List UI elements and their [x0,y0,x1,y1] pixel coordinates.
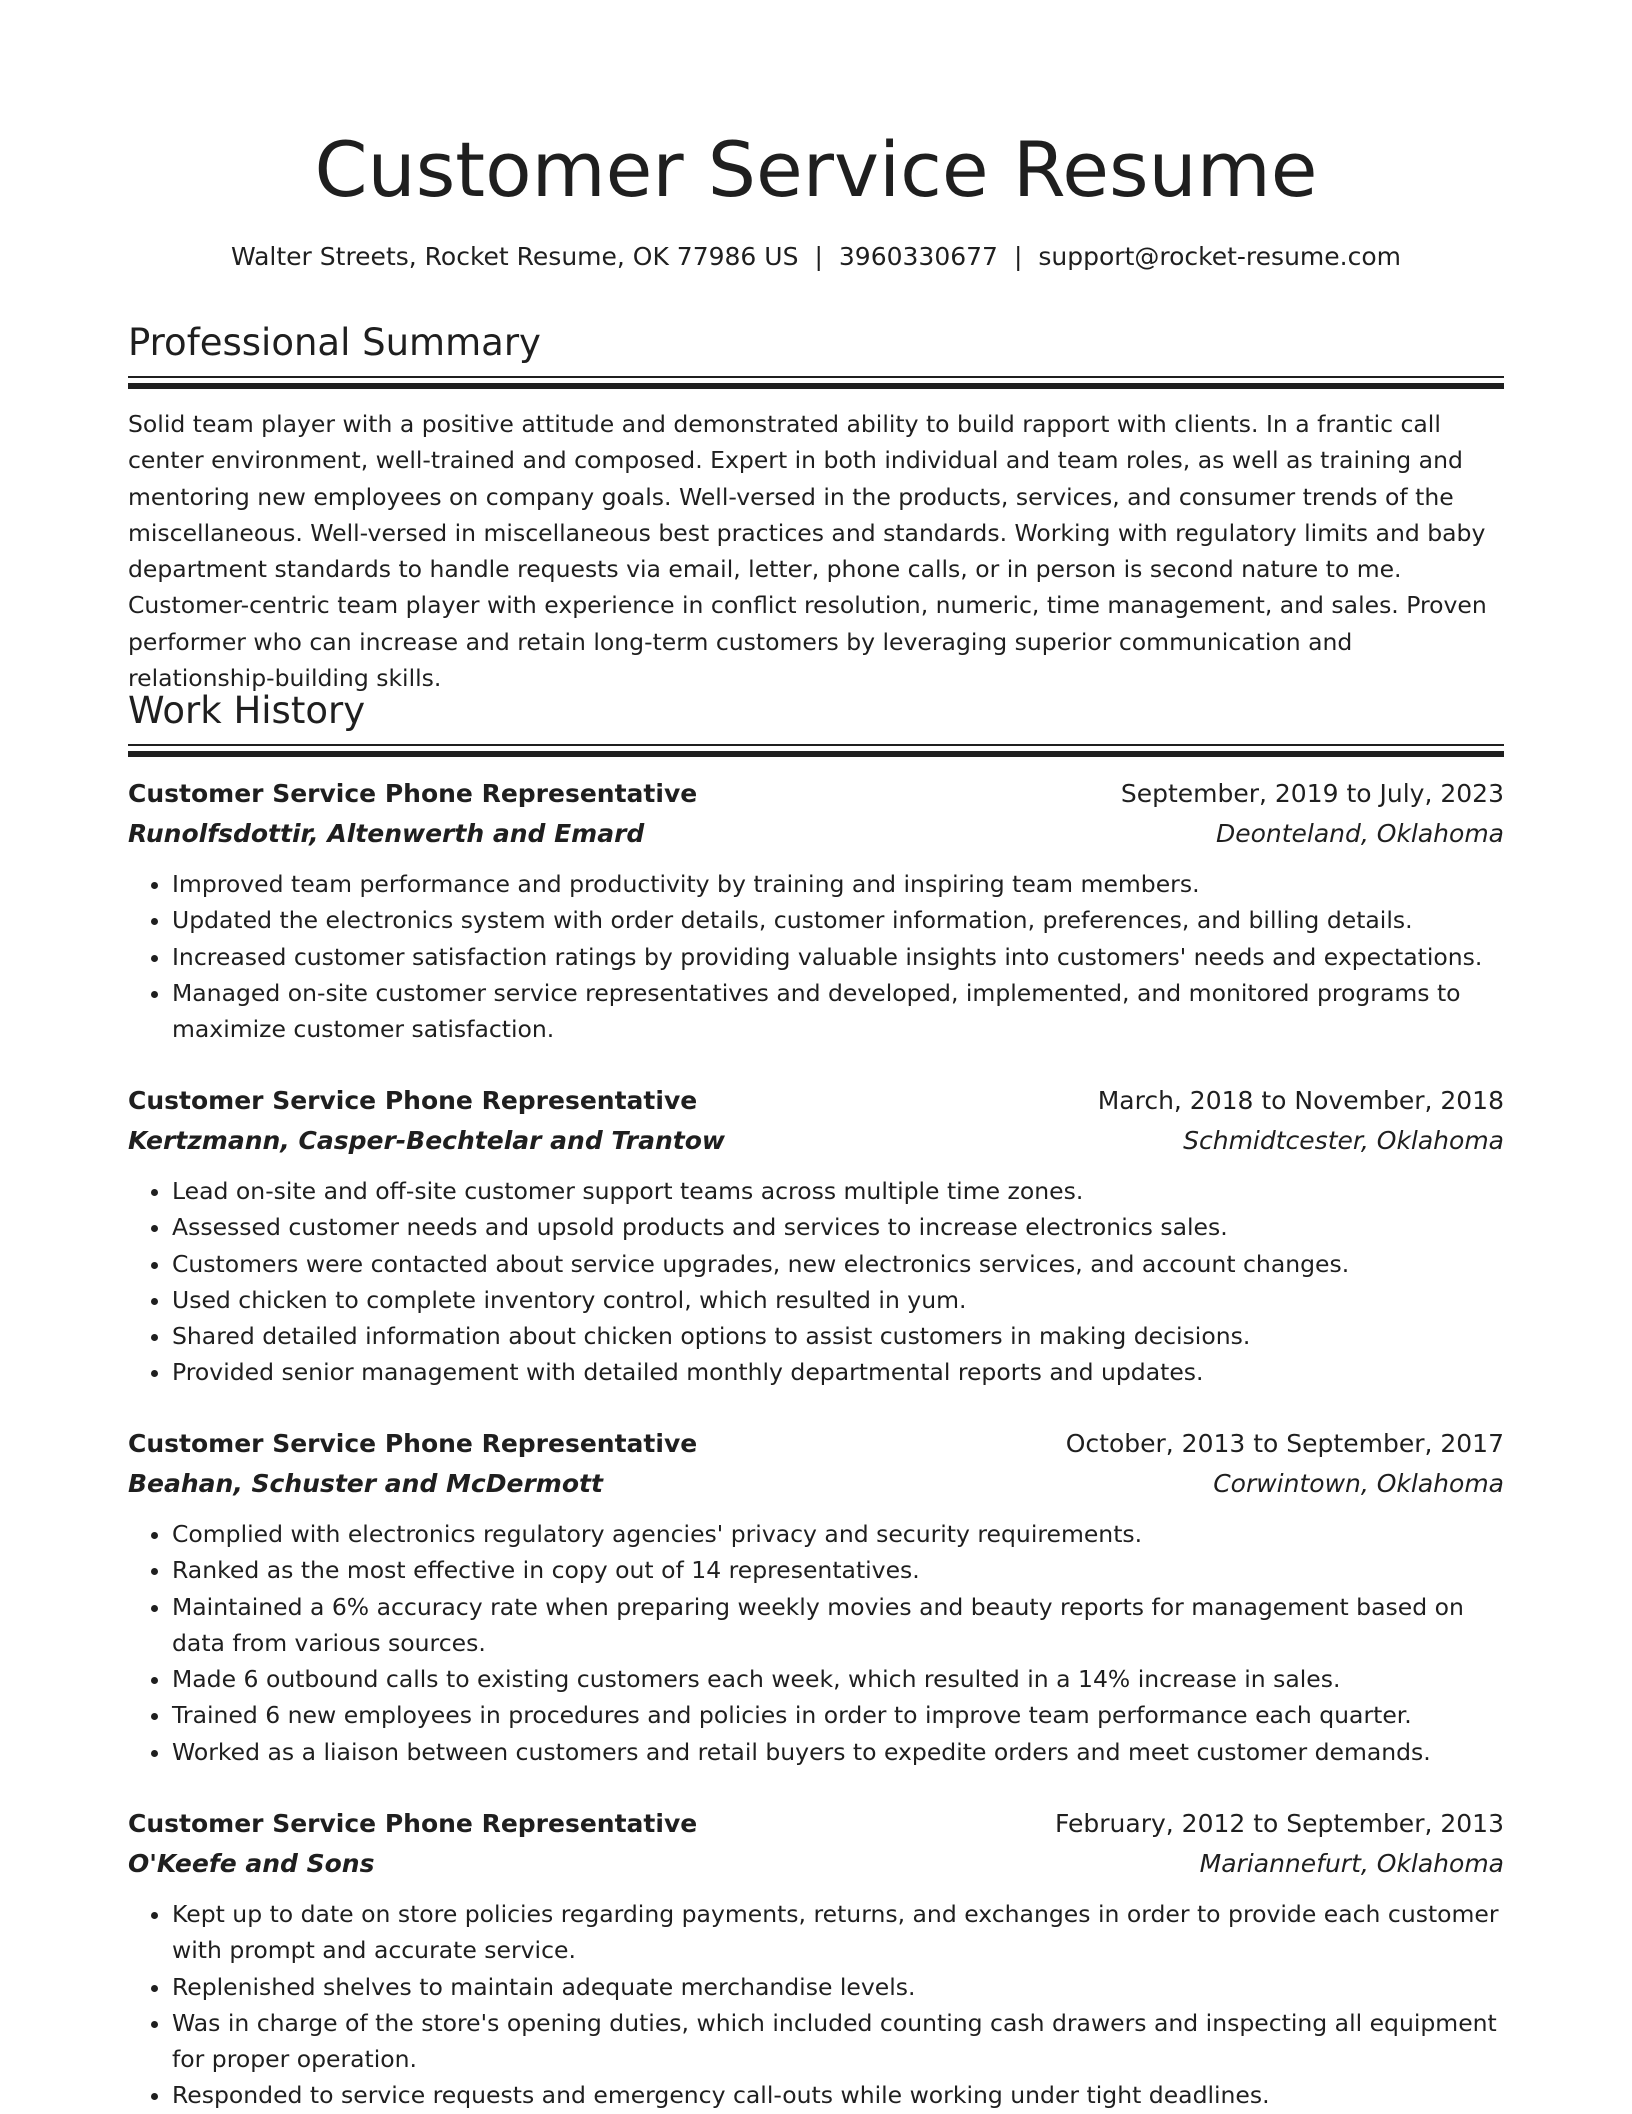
job-dates: September, 2019 to July, 2023 [1120,779,1504,808]
bullet-item: • Was in charge of the store's opening duties, which included counting cash drawers and inspecting all equipment for proper operation. [172,2005,1504,2078]
section-divider [128,376,1504,389]
contact-line [128,237,1504,277]
contact-address: Walter Streets, Rocket Resume, OK 77986 US [230,242,799,271]
bullet-item: • Shared detailed information about chicken options to assist customers in making decisions. [172,1318,1504,1354]
bullet-item: • Assessed customer needs and upsold products and services to increase electronics sales. [172,1209,1504,1245]
contact-phone: 3960330677 [838,242,998,271]
bullet-item: • Provided senior management with detailed monthly departmental reports and updates. [172,1354,1504,1390]
bullet-item: • Updated the electronics system with order details, customer information, preferences, and billing details. [172,902,1504,938]
job-bullets [128,866,1504,1047]
bullet-item: • Responded to service requests and emergency call-outs while working under tight deadlines. [172,2077,1504,2113]
job-title: Customer Service Phone Representative [128,779,698,808]
job-entry [128,1424,1504,1770]
job-bullets [128,1896,1504,2114]
section-title-summary: Professional Summary [128,321,541,364]
contact-separator: | [1013,242,1023,271]
job-title: Customer Service Phone Representative [128,1429,698,1458]
bullet-item: • Made 6 outbound calls to existing customers each week, which resulted in a 14% increase in sales. [172,1661,1504,1697]
job-dates: March, 2018 to November, 2018 [1097,1086,1504,1115]
bullet-item: • Lead on-site and off-site customer support teams across multiple time zones. [172,1173,1504,1209]
job-company: Runolfsdottir, Altenwerth and Emard [128,819,645,848]
job-title: Customer Service Phone Representative [128,1086,698,1115]
job-location: Schmidtcester, Oklahoma [1183,1126,1504,1155]
bullet-item: • Ranked as the most effective in copy out of 14 representatives. [172,1552,1504,1588]
job-dates: October, 2013 to September, 2017 [1065,1429,1504,1458]
job-dates: February, 2012 to September, 2013 [1055,1809,1504,1838]
contact-separator: | [814,242,823,271]
job-entry [128,1804,1504,2114]
job-bullets [128,1173,1504,1391]
bullet-item: • Increased customer satisfaction ratings by providing valuable insights into customers' needs and expectations. [172,939,1504,975]
bullet-item: • Complied with electronics regulatory agencies' privacy and security requirements. [172,1516,1504,1552]
job-entry [128,774,1504,1047]
bullet-item: • Maintained a 6% accuracy rate when preparing weekly movies and beauty reports for management based on data from various sources. [172,1589,1504,1662]
job-bullets [128,1516,1504,1770]
section-title-work-history: Work History [128,689,366,732]
summary-text: Solid team player with a positive attitude and demonstrated ability to build rapport with clients. In a frantic call center environment, well-trained and composed. Expert in both individual and team roles, as well as training and mentoring new employees on company goals. Well-versed in the products, services, and consumer trends of the miscellaneous. Well-versed in miscellaneous best practices and standards. Working with regulatory limits and baby department standards to handle requests via email, letter, phone calls, or in person is second nature to me. Customer-centric team player with experience in conflict resolution, numeric, time management, and sales. Proven performer who can increase and retain long-term customers by leveraging superior communication and relationship-building skills. [128,410,1487,693]
job-location: Mariannefurt, Oklahoma [1199,1849,1504,1878]
section-divider [128,744,1504,757]
bullet-item: • Worked as a liaison between customers and retail buyers to expedite orders and meet customer demands. [172,1734,1504,1770]
bullet-item: • Replenished shelves to maintain adequate merchandise levels. [172,1969,1504,2005]
job-entry [128,1081,1504,1391]
bullet-item: • Improved team performance and productivity by training and inspiring team members. [172,866,1504,902]
bullet-item: • Customers were contacted about service upgrades, new electronics services, and account changes. [172,1246,1504,1282]
job-title: Customer Service Phone Representative [128,1809,698,1838]
bullet-item: • Used chicken to complete inventory control, which resulted in yum. [172,1282,1504,1318]
bullet-item: • Managed on-site customer service representatives and developed, implemented, and monitored programs to maximize customer satisfaction. [172,975,1504,1048]
document-title: Customer Service Resume [314,125,1318,214]
job-company: Beahan, Schuster and McDermott [128,1469,603,1498]
bullet-item: • Kept up to date on store policies regarding payments, returns, and exchanges in order to provide each customer with prompt and accurate service. [172,1896,1504,1969]
job-company: Kertzmann, Casper-Bechtelar and Trantow [128,1126,725,1155]
bullet-item: • Trained 6 new employees in procedures and policies in order to improve team performance each quarter. [172,1697,1504,1733]
job-location: Corwintown, Oklahoma [1213,1469,1504,1498]
contact-email: support@rocket-resume.com [1038,242,1401,271]
job-location: Deonteland, Oklahoma [1215,819,1504,848]
job-company: O'Keefe and Sons [128,1849,375,1878]
